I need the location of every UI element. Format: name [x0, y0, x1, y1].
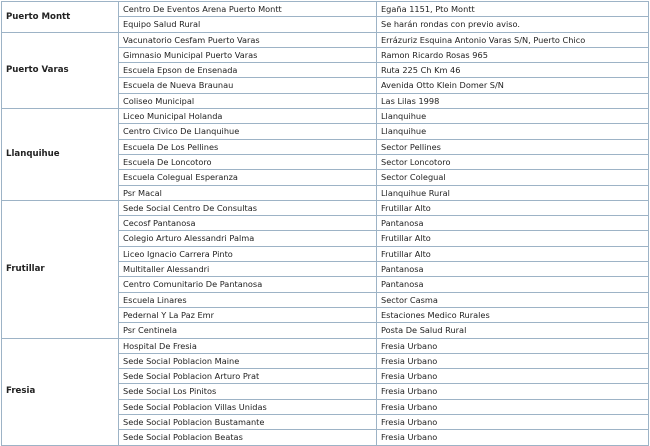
location-cell: Pedernal Y La Paz Emr — [119, 307, 377, 322]
address-cell: Se harán rondas con previo aviso. — [377, 17, 649, 32]
location-cell: Sede Social Poblacion Maine — [119, 353, 377, 368]
address-cell: Llanquihue — [377, 109, 649, 124]
vaccination-locations-table — [1, 1, 649, 446]
location-cell: Sede Social Poblacion Bustamante — [119, 415, 377, 430]
comuna-cell: Fresia — [2, 338, 119, 445]
location-cell: Gimnasio Municipal Puerto Varas — [119, 47, 377, 62]
comuna-cell: Frutillar — [2, 200, 119, 338]
location-cell: Multitaller Alessandri — [119, 262, 377, 277]
location-cell: Escuela Linares — [119, 292, 377, 307]
location-cell: Psr Centinela — [119, 323, 377, 338]
address-cell: Posta De Salud Rural — [377, 323, 649, 338]
comuna-cell: Puerto Varas — [2, 32, 119, 108]
address-cell: Sector Loncotoro — [377, 154, 649, 169]
address-cell: Frutillar Alto — [377, 200, 649, 215]
location-cell: Sede Social Poblacion Arturo Prat — [119, 369, 377, 384]
address-cell: Fresia Urbano — [377, 353, 649, 368]
address-cell: Llanquihue Rural — [377, 185, 649, 200]
address-cell: Errázuriz Esquina Antonio Varas S/N, Puerto Chico — [377, 32, 649, 47]
location-cell: Vacunatorio Cesfam Puerto Varas — [119, 32, 377, 47]
table-row — [2, 109, 649, 124]
location-cell: Liceo Ignacio Carrera Pinto — [119, 246, 377, 261]
location-cell: Escuela De Loncotoro — [119, 154, 377, 169]
address-cell: Avenida Otto Klein Domer S/N — [377, 78, 649, 93]
address-cell: Ramon Ricardo Rosas 965 — [377, 47, 649, 62]
table-row — [2, 200, 649, 215]
address-cell: Pantanosa — [377, 216, 649, 231]
address-cell: Egaña 1151, Pto Montt — [377, 2, 649, 17]
address-cell: Frutillar Alto — [377, 246, 649, 261]
address-cell: Sector Pellines — [377, 139, 649, 154]
table-body — [2, 2, 649, 446]
address-cell: Sector Casma — [377, 292, 649, 307]
location-cell: Centro Civico De Llanquihue — [119, 124, 377, 139]
location-cell: Equipo Salud Rural — [119, 17, 377, 32]
address-cell: Ruta 225 Ch Km 46 — [377, 63, 649, 78]
address-cell: Las Lilas 1998 — [377, 93, 649, 108]
address-cell: Pantanosa — [377, 277, 649, 292]
address-cell: Fresia Urbano — [377, 384, 649, 399]
address-cell: Fresia Urbano — [377, 430, 649, 445]
location-cell: Colegio Arturo Alessandri Palma — [119, 231, 377, 246]
location-cell: Escuela De Los Pellines — [119, 139, 377, 154]
address-cell: Llanquihue — [377, 124, 649, 139]
address-cell: Pantanosa — [377, 262, 649, 277]
location-cell: Escuela Colegual Esperanza — [119, 170, 377, 185]
comuna-cell: Puerto Montt — [2, 2, 119, 33]
location-cell: Coliseo Municipal — [119, 93, 377, 108]
location-cell: Hospital De Fresia — [119, 338, 377, 353]
address-cell: Fresia Urbano — [377, 369, 649, 384]
comuna-cell: Llanquihue — [2, 109, 119, 201]
address-cell: Sector Colegual — [377, 170, 649, 185]
location-cell: Centro De Eventos Arena Puerto Montt — [119, 2, 377, 17]
table-row — [2, 32, 649, 47]
table-row — [2, 338, 649, 353]
address-cell: Fresia Urbano — [377, 338, 649, 353]
address-cell: Fresia Urbano — [377, 399, 649, 414]
location-cell: Sede Social Centro De Consultas — [119, 200, 377, 215]
address-cell: Frutillar Alto — [377, 231, 649, 246]
location-cell: Psr Macal — [119, 185, 377, 200]
location-cell: Sede Social Poblacion Beatas — [119, 430, 377, 445]
location-cell: Cecosf Pantanosa — [119, 216, 377, 231]
address-cell: Fresia Urbano — [377, 415, 649, 430]
location-cell: Sede Social Poblacion Villas Unidas — [119, 399, 377, 414]
location-cell: Escuela Epson de Ensenada — [119, 63, 377, 78]
table-row — [2, 2, 649, 17]
location-cell: Centro Comunitario De Pantanosa — [119, 277, 377, 292]
address-cell: Estaciones Medico Rurales — [377, 307, 649, 322]
location-cell: Liceo Municipal Holanda — [119, 109, 377, 124]
location-cell: Escuela de Nueva Braunau — [119, 78, 377, 93]
location-cell: Sede Social Los Pinitos — [119, 384, 377, 399]
